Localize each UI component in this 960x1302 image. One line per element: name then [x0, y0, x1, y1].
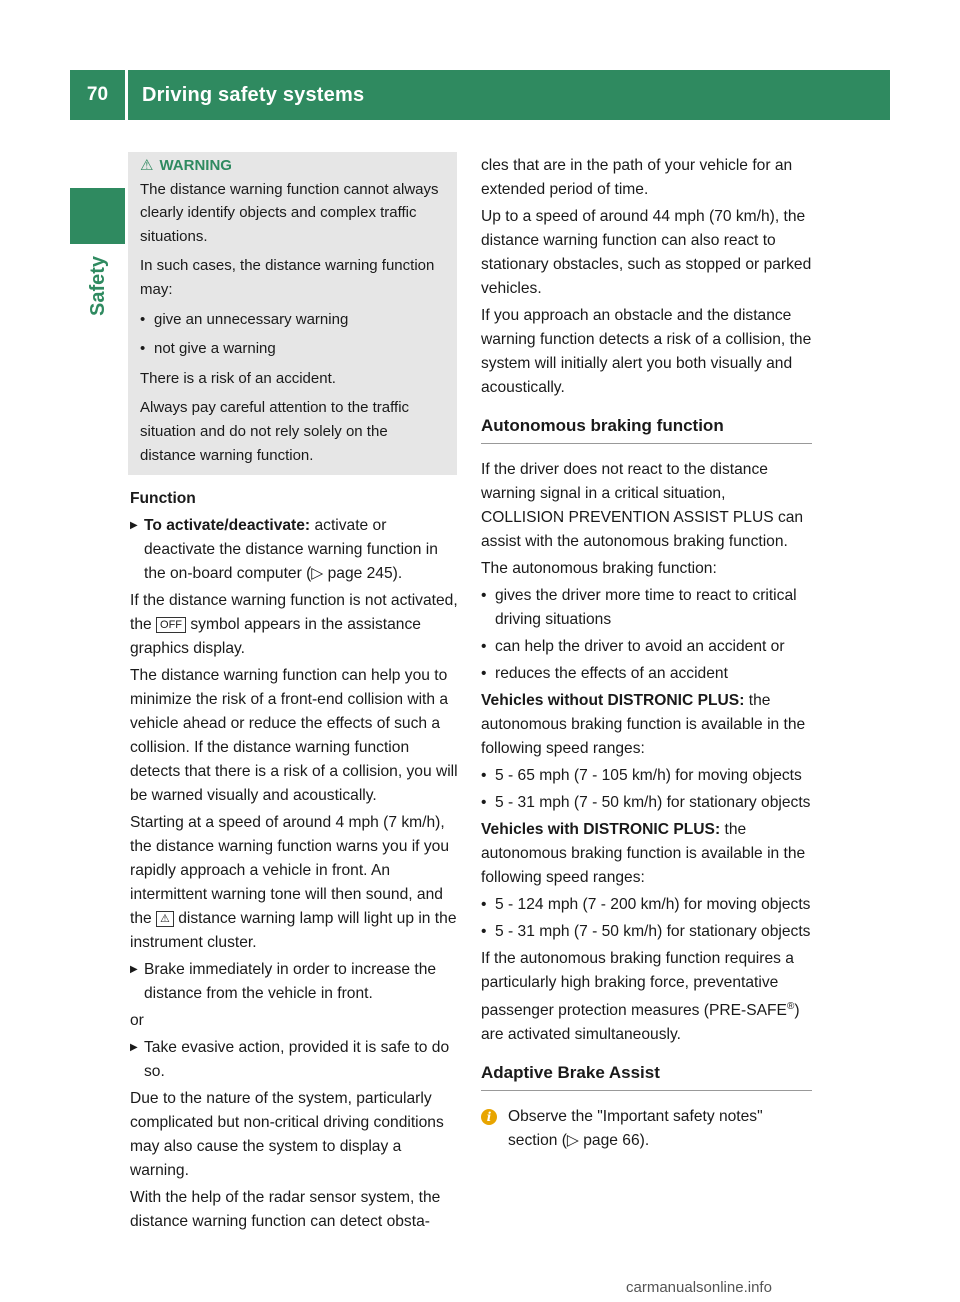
- list-item: • 5 - 65 mph (7 - 105 km/h) for moving objects: [481, 764, 812, 788]
- list-item: • reduces the effects of an accident: [481, 662, 812, 686]
- body-paragraph: With the help of the radar sensor system, the distance warning function can detect obsta-: [130, 1189, 441, 1231]
- list-item: • 5 - 124 mph (7 - 200 km/h) for moving objects: [481, 893, 812, 917]
- body-paragraph: If the autonomous braking function requires a particularly high braking force, preventative passenger protection measures (PRE-SAFE®) are activated simultaneously.: [481, 950, 800, 1044]
- side-tab-label: Safety: [86, 255, 109, 317]
- warning-text: In such cases, the distance warning function may:: [140, 257, 435, 298]
- warning-text: Always pay careful attention to the traffic situation and do not rely solely on the distance warning function.: [140, 399, 410, 464]
- page-number: 70: [86, 84, 109, 105]
- body-paragraph: The distance warning function can help you to minimize the risk of a front-end collision with a vehicle ahead or reduce the effects of such a collision. If the distance warning function detects that there is a risk of a collision, you will be warned visually and acoustically.: [130, 667, 458, 805]
- page-title: Driving safety systems: [142, 84, 365, 106]
- info-note-text: Observe the "Important safety notes" section (▷ page 66).: [508, 1108, 763, 1150]
- distance-warning-off-icon: OFF: [156, 617, 186, 633]
- list-item: • 5 - 31 mph (7 - 50 km/h) for stationary objects: [481, 791, 812, 815]
- warning-bullet: • not give a warning: [140, 337, 445, 361]
- body-paragraph: The autonomous braking function:: [481, 560, 717, 577]
- warning-label: WARNING: [159, 157, 232, 174]
- paragraph-label: Vehicles without DISTRONIC PLUS:: [481, 692, 745, 709]
- paragraph-label: Vehicles with DISTRONIC PLUS:: [481, 821, 721, 838]
- body-paragraph: If you approach an obstacle and the distance warning function detects a risk of a collision, the system will initially alert you both visually and acoustically.: [481, 307, 812, 396]
- body-paragraph: If the distance warning function is not activated, the OFF symbol appears in the assistance graphics display.: [130, 592, 458, 658]
- body-paragraph: Due to the nature of the system, particularly complicated but non-critical driving conditions may also cause the system to display a warning.: [130, 1090, 444, 1180]
- warning-triangle-icon: ⚠: [140, 157, 154, 174]
- distance-warning-lamp-icon: ⚠: [156, 911, 174, 927]
- section-heading: Autonomous braking function: [481, 414, 812, 444]
- info-note: [481, 1105, 812, 1153]
- warning-bullet: • give an unnecessary warning: [140, 308, 445, 332]
- side-tab-block: [70, 188, 125, 244]
- left-column: [130, 152, 460, 1234]
- info-icon: i: [481, 1109, 497, 1125]
- header-divider: [125, 70, 128, 120]
- instruction-step: ▶ Take evasive action, provided it is safe to do so.: [130, 1036, 460, 1084]
- list-item: • can help the driver to avoid an accident or: [481, 635, 812, 659]
- warning-box: [128, 152, 457, 475]
- list-item: • gives the driver more time to react to critical driving situations: [481, 584, 812, 632]
- instruction-step: [130, 514, 460, 586]
- body-paragraph: cles that are in the path of your vehicle for an extended period of time.: [481, 157, 793, 198]
- body-paragraph: or: [130, 1012, 144, 1030]
- body-paragraph: Vehicles with DISTRONIC PLUS: the autonomous braking function is available in the following speed ranges:: [481, 821, 806, 886]
- body-paragraph: Up to a speed of around 44 mph (70 km/h), the distance warning function can also react to stationary obstacles, such as stopped or parked vehicles.: [481, 208, 812, 297]
- body-paragraph: Starting at a speed of around 4 mph (7 km/h), the distance warning function warns you if you rapidly approach a vehicle in front. An intermittent warning tone will then sound, and the ⚠ distance warning lamp will light up in the instrument cluster.: [130, 814, 457, 952]
- warning-heading: [140, 154, 445, 178]
- watermark: carmanualsonline.info: [626, 1279, 772, 1296]
- list-item: • 5 - 31 mph (7 - 50 km/h) for stationary objects: [481, 920, 812, 944]
- body-paragraph: If the driver does not react to the distance warning signal in a critical situation, COLLISION PREVENTION ASSIST PLUS can assist with the autonomous braking function.: [481, 461, 804, 550]
- warning-text: The distance warning function cannot always clearly identify objects and complex traffic situations.: [140, 180, 439, 245]
- instruction-text: activate or deactivate the distance warning function in the on-board computer (▷ page 245).: [144, 517, 438, 583]
- right-column: [481, 154, 812, 1153]
- body-paragraph: Vehicles without DISTRONIC PLUS: the autonomous braking function is available in the following speed ranges:: [481, 692, 806, 757]
- instruction-label: To activate/deactivate:: [144, 517, 311, 535]
- section-heading: Adaptive Brake Assist: [481, 1061, 812, 1091]
- registered-mark: ®: [786, 1001, 795, 1012]
- section-subheading: Function: [130, 490, 196, 508]
- warning-text: There is a risk of an accident.: [140, 369, 336, 387]
- instruction-step: ▶ Brake immediately in order to increase the distance from the vehicle in front.: [130, 958, 460, 1006]
